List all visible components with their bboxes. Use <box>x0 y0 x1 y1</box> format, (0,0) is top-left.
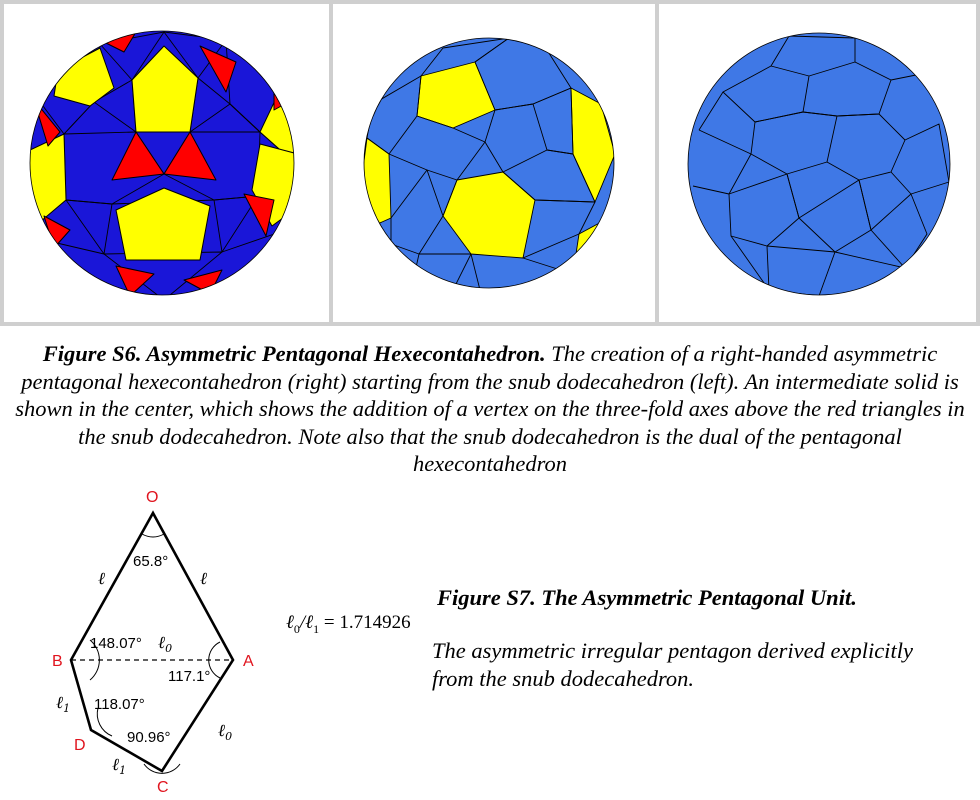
pentagon-diagram <box>40 480 280 798</box>
panel-snub-dodecahedron <box>4 4 329 322</box>
figure-s6-title: Figure S6. Asymmetric Pentagonal Hexecontahedron. <box>42 341 546 366</box>
edge-ob-label: ℓ <box>98 569 106 589</box>
ratio-equals: = <box>319 612 340 633</box>
ratio-value: 1.714926 <box>339 612 411 633</box>
figure-s6-panels <box>0 0 980 326</box>
vertex-o-label: O <box>146 489 159 506</box>
panel-pentagonal-hexecontahedron <box>659 4 976 322</box>
vertex-b-label: B <box>52 653 63 670</box>
vertex-c-label: C <box>157 779 169 796</box>
panel-intermediate-solid <box>333 4 655 322</box>
edge-ac-label: ℓ$_0$ <box>218 721 233 743</box>
snub-dodecahedron-drawing <box>4 4 329 322</box>
ratio-denominator: ℓ <box>305 612 314 633</box>
vertex-d-label: D <box>74 737 86 754</box>
figure-s6-caption <box>6 340 974 478</box>
angle-c-label: 90.96° <box>127 729 171 746</box>
ratio-denominator-sub: 1 <box>313 621 320 636</box>
edge-ratio <box>286 612 411 637</box>
angle-b-label: 148.07° <box>90 635 142 652</box>
vertex-a-label: A <box>243 653 254 670</box>
ratio-numerator-sub: 0 <box>293 621 300 636</box>
ratio-numerator: ℓ <box>286 612 294 633</box>
edge-dc-label: ℓ$_1$ <box>112 755 127 777</box>
edge-oa-label: ℓ <box>200 569 208 589</box>
angle-a-label: 117.1° <box>168 668 211 685</box>
edge-diagonal-label: ℓ$_0$ <box>158 633 173 655</box>
figure-s7-title: Figure S7. The Asymmetric Pentagonal Unit. <box>437 585 857 610</box>
edge-bd-label: ℓ$_1$ <box>56 693 71 715</box>
hexecontahedron-drawing <box>659 4 976 322</box>
angle-o-label: 65.8° <box>133 553 169 570</box>
angle-d-label: 118.07° <box>94 696 145 713</box>
figure-s7-body: The asymmetric irregular pentagon derived explicitly from the snub dodecahedron. <box>432 638 913 691</box>
ratio-slash: / <box>299 612 306 633</box>
figure-s6-body: The creation of a right-handed asymmetric pentagonal hexecontahedron (right) starting from the snub dodecahedron (left). An intermediate solid is shown in the center, which shows the addition of a vertex on the three-fold axes above the red triangles in the snub dodecahedron. Note also that the snub dodecahedron is the dual of the pentagonal hexecontahedron <box>15 341 965 476</box>
intermediate-solid-drawing <box>333 4 655 322</box>
